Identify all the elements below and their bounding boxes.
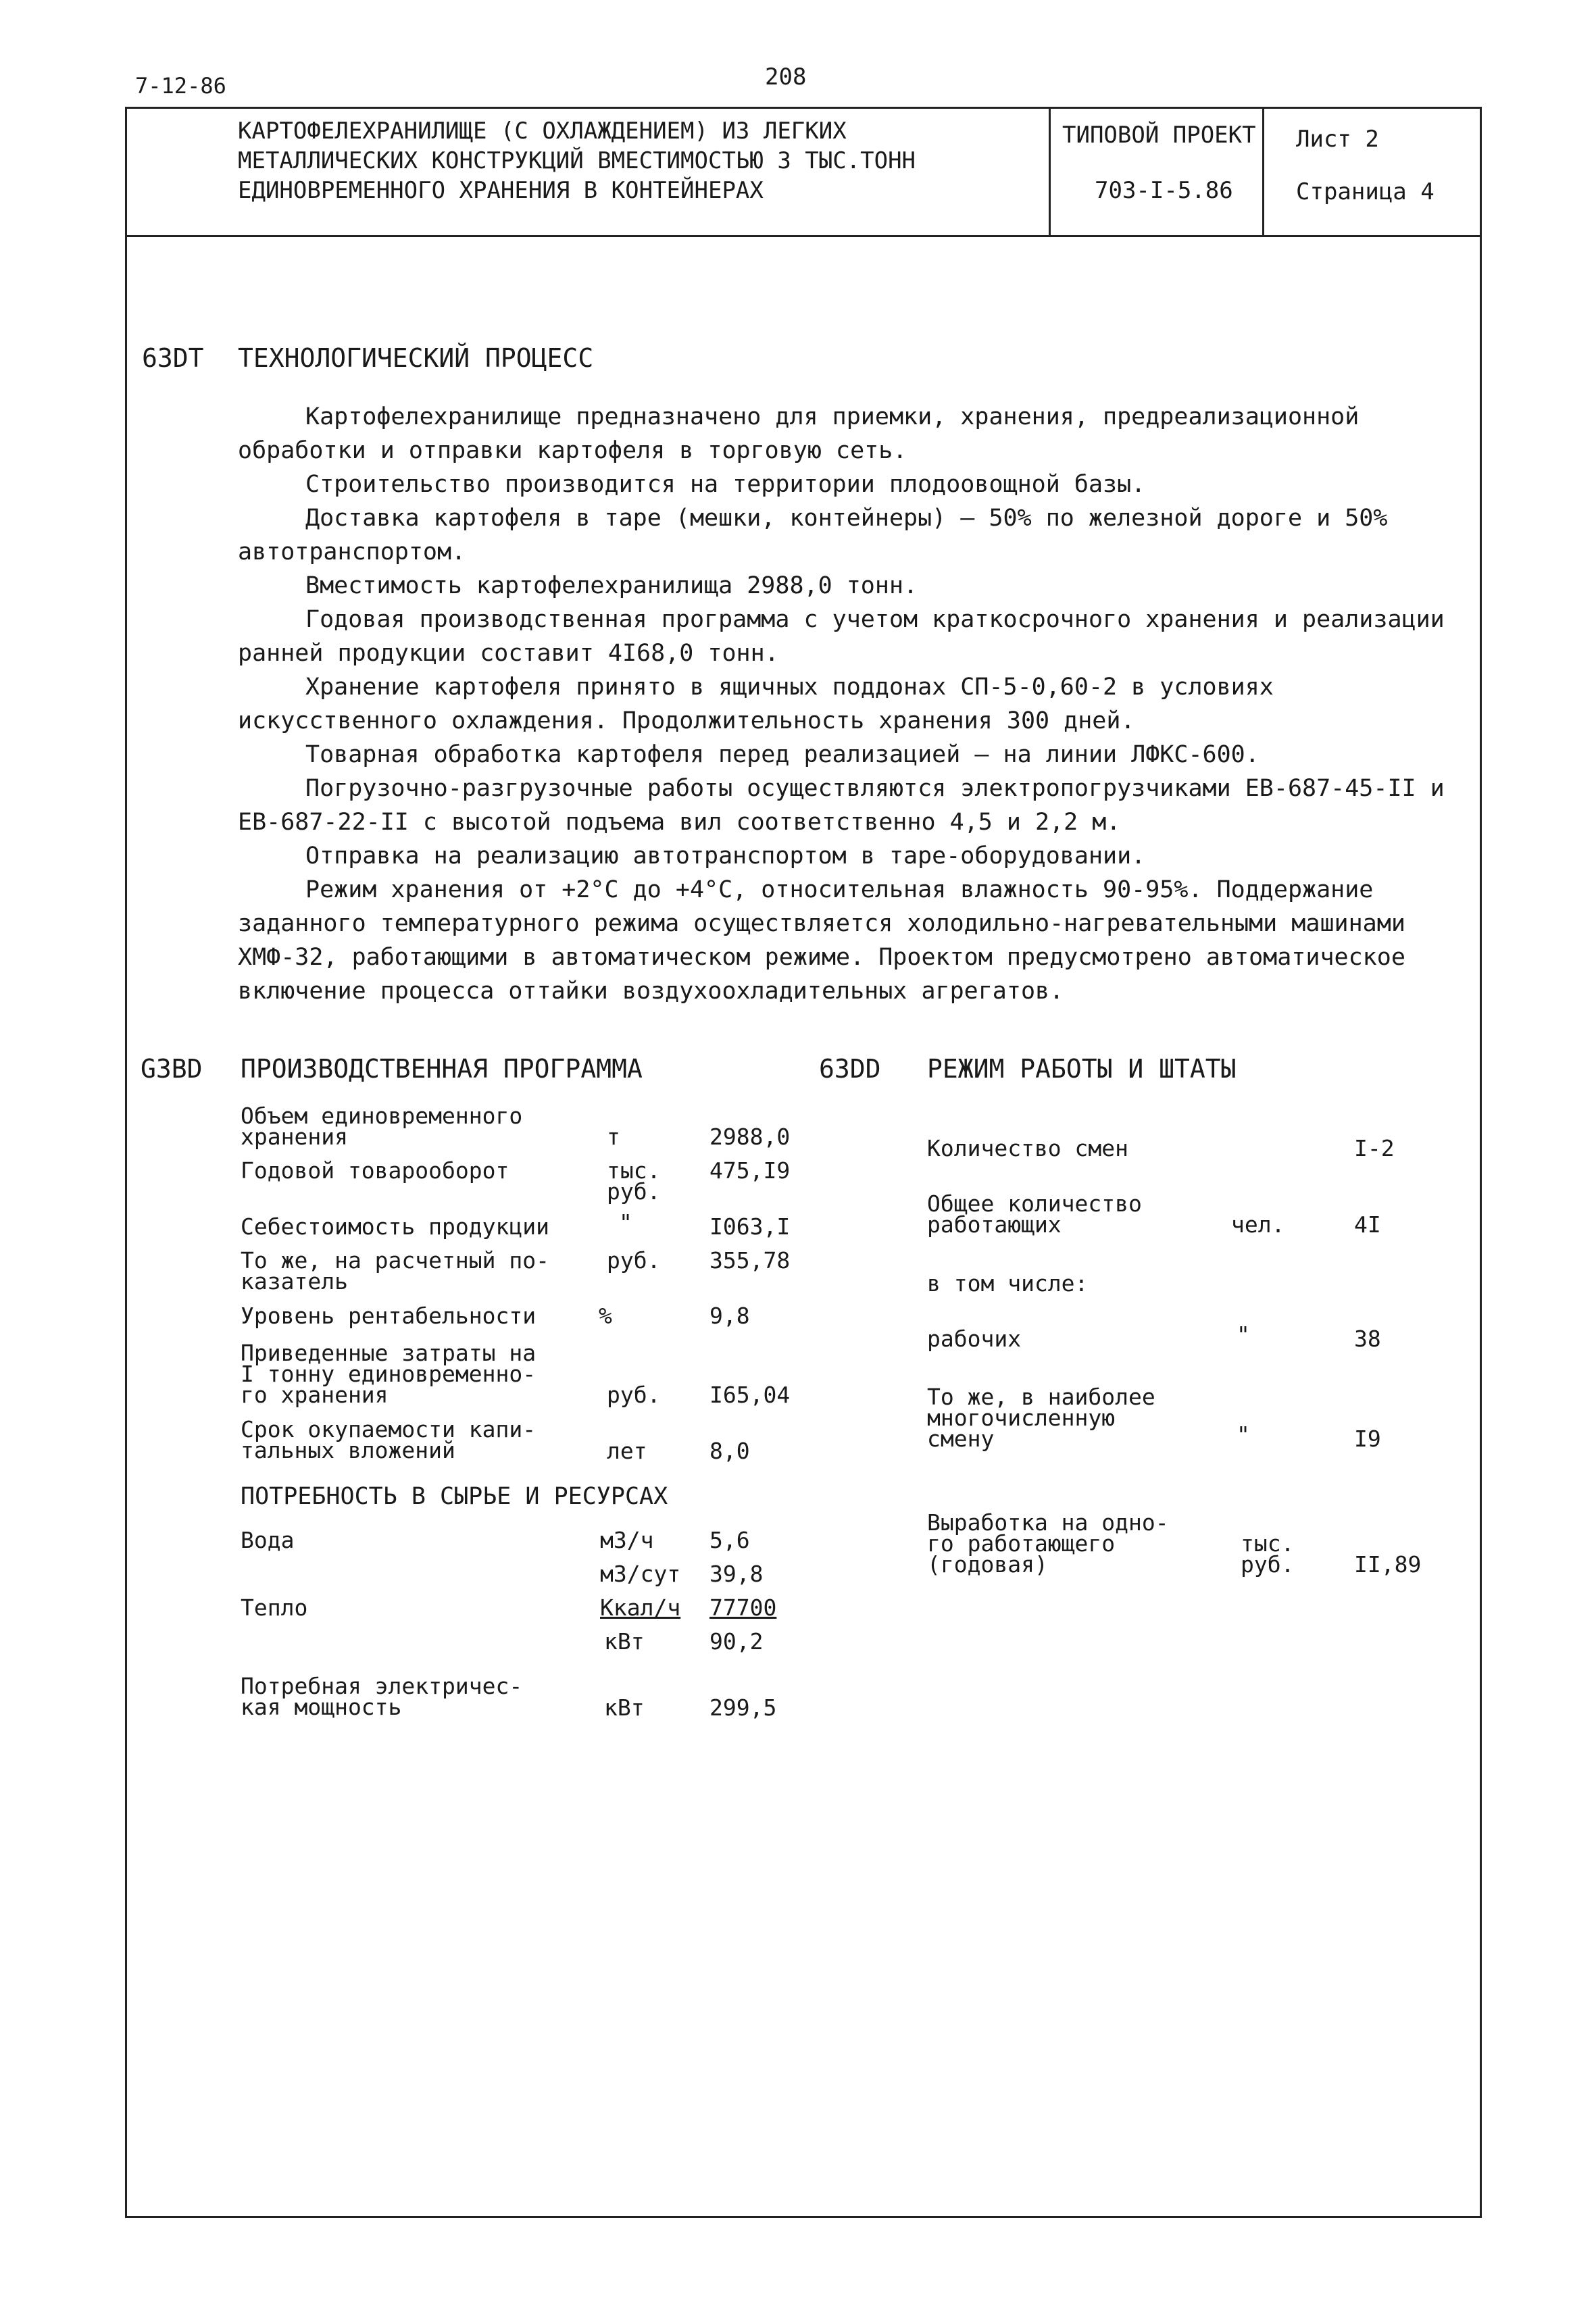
tech-paragraph: Хранение картофеля принято в ящичных поддонах СП-5-0,60-2 в условиях искусственного охлаждения. Продолжительность хранения 300 дней. [238,674,1274,734]
program-section-heading: ПРОИЗВОДСТВЕННАЯ ПРОГРАММА [241,1054,643,1084]
row-unit: кВт [604,1694,645,1721]
row-label: Уровень рентабельности [241,1303,537,1329]
row-value: 5,6 [709,1527,750,1553]
row-value: 90,2 [709,1628,764,1655]
document-title: КАРТОФЕЛЕХРАНИЛИЩЕ (С ОХЛАЖДЕНИЕМ) ИЗ ЛЕГКИХ МЕТАЛЛИЧЕСКИХ КОНСТРУКЦИЙ ВМЕСТИМОСТЬЮ 3 ТЫС.ТОНН ЕДИНОВРЕМЕННОГО ХРАНЕНИЯ В КОНТЕЙНЕРАХ [238,118,916,204]
row-label: Выработка на одно- го работающего (годовая) [927,1509,1169,1578]
tech-section-body [238,400,1454,1008]
row-unit: " [1237,1322,1250,1348]
tech-paragraph: Отправка на реализацию автотранспортом в таре-оборудовании. [305,842,1146,870]
row-label: Количество смен [927,1135,1129,1161]
row-label: Потребная электричес- кая мощность [241,1673,523,1720]
row-label: То же, в наиболее многочисленную смену [927,1384,1155,1452]
row-value: II,89 [1354,1551,1422,1578]
row-label: Объем единовременного хранения [241,1103,523,1150]
row-value: 38 [1354,1326,1381,1352]
row-label: Себестоимость продукции [241,1213,549,1240]
tech-paragraph: Товарная обработка картофеля перед реализацией – на линии ЛФКС-600. [305,741,1260,768]
row-unit: " [1237,1422,1250,1448]
tech-paragraph: Вместимость картофелехранилища 2988,0 тонн. [305,572,918,599]
row-label: То же, на расчетный по- казатель [241,1247,549,1294]
header-divider [125,235,1482,237]
row-label: Общее количество работающих [927,1190,1142,1238]
tech-paragraph: Картофелехранилище предназначено для приемки, хранения, предреализационной обработки и отправки картофеля в торговую сеть. [238,403,1360,464]
row-value: 355,78 [709,1247,791,1274]
row-unit: м3/ч [600,1527,654,1553]
row-label: в том числе: [927,1270,1089,1297]
row-value: 475,I9 [709,1157,791,1184]
sheet-number: Лист 2 [1296,126,1379,153]
row-label: Вода [241,1527,295,1553]
row-label: Годовой товарооборот [241,1157,509,1184]
row-unit: чел. [1231,1211,1285,1238]
tech-paragraph: Строительство производится на территории плодоовощной базы. [305,471,1146,498]
row-label: рабочих [927,1326,1022,1352]
row-unit: % [599,1303,612,1329]
header-divider-2 [1262,107,1264,235]
row-value: 4I [1354,1211,1381,1238]
row-unit: кВт [604,1628,645,1655]
row-value: 39,8 [709,1561,764,1587]
row-value: 9,8 [709,1303,750,1329]
row-unit: руб. [607,1247,661,1274]
row-unit: т [607,1124,620,1150]
row-unit: м3/сут [600,1561,681,1587]
resources-heading: ПОТРЕБНОСТЬ В СЫРЬЕ И РЕСУРСАХ [241,1483,668,1510]
row-unit: лет [607,1438,647,1464]
row-value: 77700 [709,1594,777,1621]
row-value: 8,0 [709,1438,750,1464]
project-label: ТИПОВОЙ ПРОЕКТ [1062,122,1256,149]
row-value: I-2 [1354,1135,1395,1161]
tech-paragraph: Доставка картофеля в таре (мешки, контейнеры) – 50% по железной дороге и 50% автотранспортом. [238,505,1388,565]
staff-section-code: 63DD [819,1054,881,1084]
row-unit: руб. [607,1382,661,1408]
row-unit: тыс. руб. [1241,1530,1295,1578]
project-number: 703-I-5.86 [1095,177,1233,204]
tech-paragraph: Годовая производственная программа с учетом краткосрочного хранения и реализации ранней продукции составит 4I68,0 тонн. [238,606,1445,667]
row-label: Срок окупаемости капи- тальных вложений [241,1416,537,1463]
row-unit: " [619,1209,632,1236]
tech-paragraph: Режим хранения от +2°С до +4°С, относительная влажность 90-95%. Поддержание заданного температурного режима осуществляется холодильно-нагревательными машинами ХМФ-32, работающими в автоматическом режиме. Проектом предусмотрено автоматическое включение процесса оттайки воздухоохладительных агрегатов. [238,876,1405,1005]
row-unit: тыс. руб. [607,1157,661,1205]
tech-section-code: 63DТ [142,343,204,373]
corner-date: 7-12-86 [135,73,226,99]
row-value: I65,04 [709,1382,791,1408]
row-label: Приведенные затраты на I тонну единовременно- го хранения [241,1340,537,1408]
row-label: Тепло [241,1594,308,1621]
program-section-code: G3ВD [141,1054,203,1084]
tech-section-heading: ТЕХНОЛОГИЧЕСКИЙ ПРОЦЕСС [238,343,594,373]
row-unit: Ккал/ч [600,1594,681,1621]
row-value: 2988,0 [709,1124,791,1150]
header-divider-1 [1049,107,1051,235]
page-number: 208 [765,64,807,91]
row-value: 299,5 [709,1694,777,1721]
row-value: I063,I [709,1213,791,1240]
staff-section-heading: РЕЖИМ РАБОТЫ И ШТАТЫ [927,1054,1237,1084]
page-label: Страница 4 [1296,178,1435,205]
tech-paragraph: Погрузочно-разгрузочные работы осуществляются электропогрузчиками ЕВ-687-45-II и ЕВ-687-22-II с высотой подъема вил соответственно 4,5 и 2,2 м. [238,775,1445,836]
row-value: I9 [1354,1426,1381,1452]
